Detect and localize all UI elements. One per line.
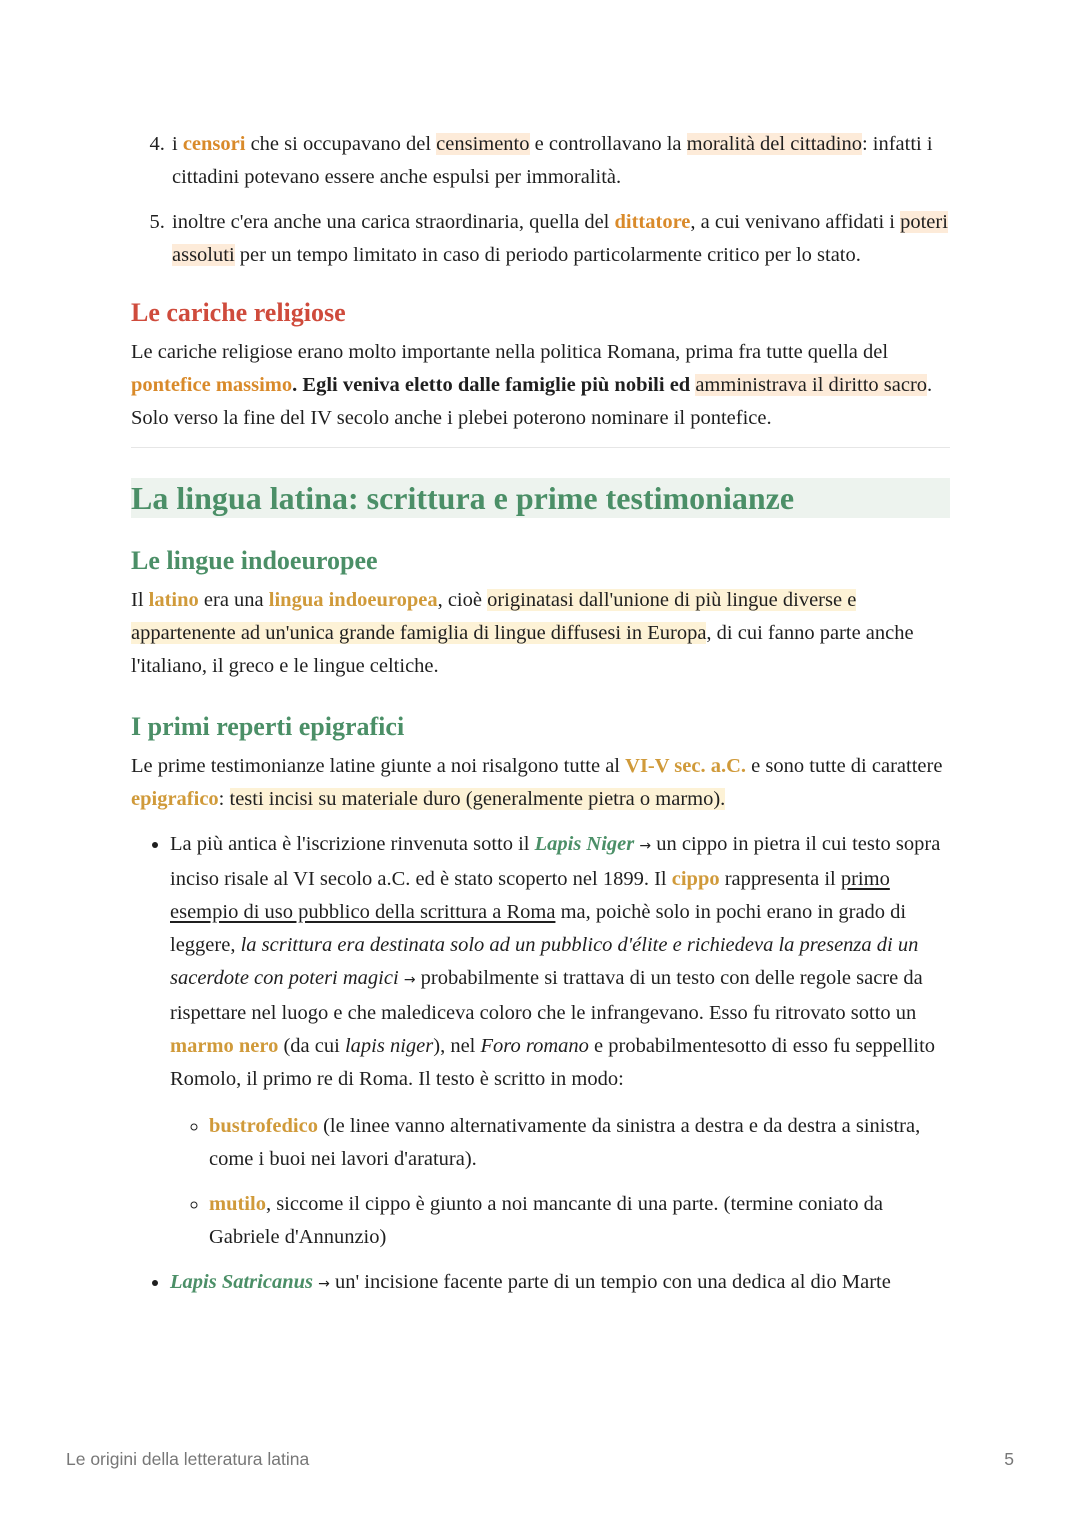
- underlined-text: primo esempio di uso pubblico della scrittura a Roma: [170, 868, 890, 923]
- sub-list-item: [209, 1110, 950, 1176]
- text: : infatti i cittadini potevano essere anche espulsi per immoralità.: [172, 133, 933, 188]
- list-item: [170, 128, 950, 194]
- highlight: moralità del cittadino: [686, 133, 862, 155]
- bullet-list: [131, 828, 950, 1301]
- text: , siccome il cippo è giunto a noi mancante di una parte. (termine coniato da Gabriele d'Annunzio): [209, 1193, 884, 1248]
- arrow-right-icon: →: [403, 972, 416, 988]
- text: :: [218, 788, 230, 810]
- highlight: originatasi dall'unione di più lingue diverse e appartenente ad un'unica grande famiglia di lingue diffusesi in Europa: [131, 589, 857, 644]
- heading-religious: Le cariche religiose: [131, 298, 346, 327]
- text: per un tempo limitato in caso di periodo particolarmente critico per lo stato.: [234, 244, 861, 266]
- keyword-dittatore: dittatore: [614, 211, 691, 233]
- list-item: [170, 206, 950, 272]
- text: . Egli veniva eletto dalle famiglie più nobili ed: [292, 374, 696, 396]
- text: (da cui: [278, 1035, 345, 1057]
- arrow-right-icon: →: [639, 838, 652, 854]
- section-heading: La lingua latina: scrittura e prime testimonianze: [131, 478, 950, 518]
- italic-text: lapis niger: [344, 1035, 434, 1057]
- highlight: testi incisi su materiale duro (generalmente pietra o marmo).: [229, 788, 726, 810]
- text: inoltre c'era anche una carica straordinaria, quella del: [172, 211, 615, 233]
- italic-text: Foro romano: [480, 1035, 589, 1057]
- highlight: censimento: [436, 133, 530, 155]
- keyword-epigrafico: epigrafico: [131, 788, 219, 810]
- text: e probabilmentesotto di esso fu seppellito Romolo, il primo re di Roma. Il testo è scritto in modo:: [170, 1035, 936, 1090]
- text: (le linee vanno alternativamente da sinistra a destra e da destra a sinistra, come i buoi nei lavori d'aratura).: [209, 1115, 921, 1170]
- numbered-list: [131, 128, 950, 272]
- heading-indoeuropee: Le lingue indoeuropee: [131, 546, 378, 575]
- footer-title: Le origini della letteratura latina: [66, 1449, 310, 1469]
- text: Le prime testimonianze latine giunte a noi risalgono tutte al: [131, 755, 626, 777]
- text: ), nel: [433, 1035, 481, 1057]
- text: e controllavano la: [529, 133, 687, 155]
- sub-list-item: [209, 1188, 950, 1254]
- text: , di cui fanno parte anche l'italiano, il greco e le lingue celtiche.: [131, 622, 914, 677]
- keyword-mutilo: mutilo: [209, 1193, 266, 1215]
- page-number: 5: [1004, 1449, 1014, 1469]
- text: Il: [131, 589, 149, 611]
- sub-list: [170, 1110, 950, 1254]
- keyword-latino: latino: [148, 589, 199, 611]
- highlight: poteri assoluti: [172, 211, 948, 266]
- keyword-bustrofedico: bustrofedico: [209, 1115, 318, 1137]
- highlight: amministrava il diritto sacro: [695, 374, 928, 396]
- heading-reperti: I primi reperti epigrafici: [131, 712, 405, 741]
- page-footer: [66, 1449, 1014, 1473]
- divider: [131, 447, 950, 448]
- keyword-marmo-nero: marmo nero: [170, 1035, 279, 1057]
- text: che si occupavano del: [245, 133, 437, 155]
- paragraph-religious: [131, 336, 950, 435]
- text: i: [172, 133, 183, 155]
- text: . Solo verso la fine del IV secolo anche i plebei poterono nominare il pontefice.: [131, 374, 933, 429]
- list-item-lapis-niger: [170, 828, 950, 1254]
- text: un' incisione facente parte di un tempio con una dedica al dio Marte: [329, 1271, 891, 1293]
- arrow-right-icon: →: [318, 1276, 330, 1292]
- text: era una: [198, 589, 269, 611]
- keyword-indoeuropea: lingua indoeuropea: [268, 589, 438, 611]
- text: ma, poichè solo in pochi erano in grado di leggere,: [170, 901, 907, 956]
- keyword-lapis-niger: Lapis Niger: [534, 833, 635, 855]
- keyword-pontefice: pontefice massimo: [131, 374, 293, 396]
- keyword-lapis-satricanus: Lapis Satricanus: [170, 1271, 313, 1293]
- text: , cioè: [437, 589, 488, 611]
- list-item-lapis-satricanus: [170, 1266, 950, 1301]
- italic-text: la scrittura era destinata solo ad un pubblico d'élite e richiedeva la presenza di un sacerdote con poteri magici: [170, 934, 919, 989]
- text: rappresenta il: [719, 868, 841, 890]
- keyword-date: VI-V sec. a.C.: [625, 755, 747, 777]
- text: , a cui venivano affidati i: [690, 211, 901, 233]
- text: probabilmente si trattava di un testo con delle regole sacre da rispettare nel luogo e che malediceva coloro che le infrangevano. Esso fu ritrovato sotto un: [170, 967, 923, 1024]
- page-content: [131, 128, 950, 1313]
- text: Le cariche religiose erano molto importante nella politica Romana, prima fra tutte quella del: [131, 341, 889, 363]
- paragraph-reperti: [131, 750, 950, 816]
- keyword-censori: censori: [182, 133, 246, 155]
- text: La più antica è l'iscrizione rinvenuta sotto il: [170, 833, 535, 855]
- text: un cippo in pietra il cui testo sopra inciso risale al VI secolo a.C. ed è stato scoperto nel 1899. Il: [170, 833, 941, 890]
- text: e sono tutte di carattere: [746, 755, 943, 777]
- paragraph-indoeuropee: [131, 584, 950, 683]
- keyword-cippo: cippo: [671, 868, 720, 890]
